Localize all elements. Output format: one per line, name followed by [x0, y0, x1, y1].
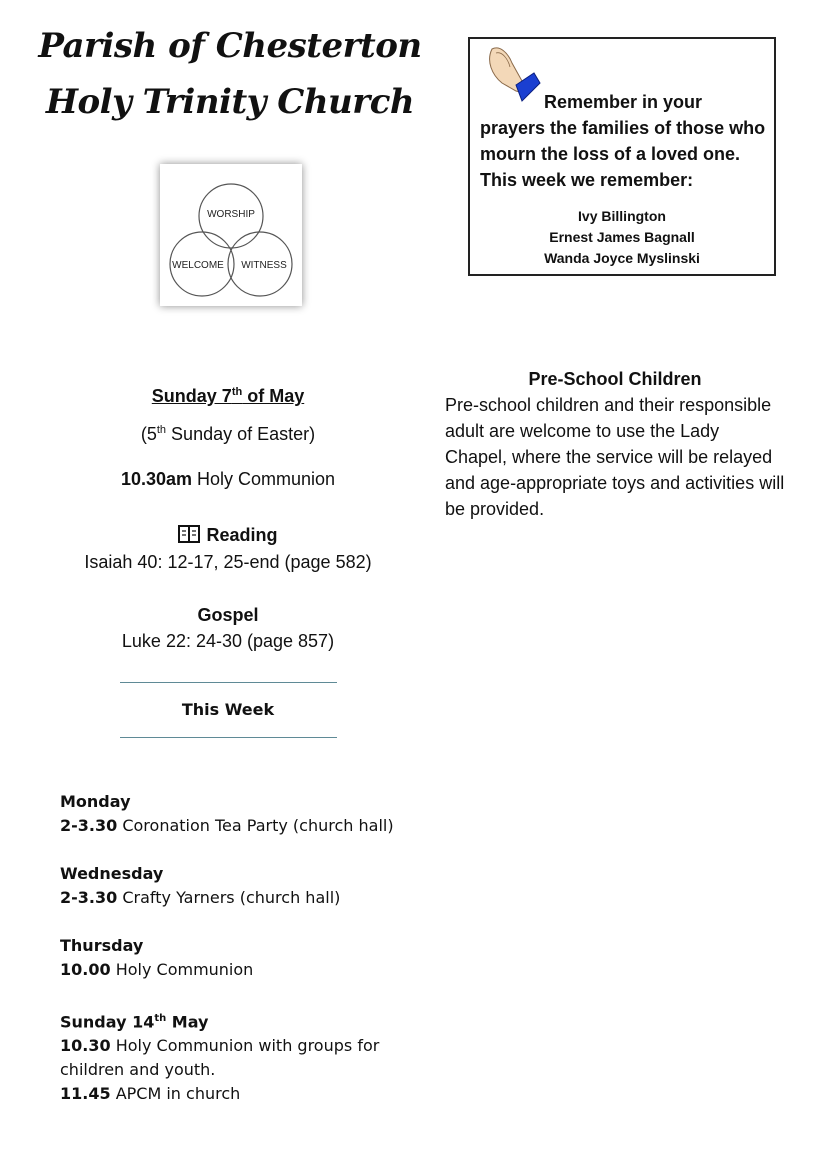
reading-heading: Reading	[40, 525, 416, 546]
schedule-sunday	[60, 1007, 390, 1106]
logo-worship-label: WORSHIP	[207, 209, 255, 220]
book-icon	[178, 525, 200, 543]
church-logo	[160, 164, 302, 306]
schedule-entry: 2-3.30 Coronation Tea Party (church hall)	[60, 816, 394, 835]
service-name: Holy Communion	[192, 469, 336, 489]
parish-title: Parish of Chesterton	[38, 26, 422, 66]
schedule-wednesday	[60, 862, 440, 910]
schedule-day: Sunday 14th May	[60, 1012, 209, 1032]
this-week-heading: This Week	[181, 700, 275, 719]
service-time	[40, 469, 416, 490]
gospel-heading: Gospel	[197, 605, 259, 625]
church-title: Holy Trinity Church	[45, 82, 415, 122]
memorial-box	[468, 37, 776, 276]
memorial-intro-rest: prayers the families of those who mourn the loss of a loved one. This week we remember:	[480, 118, 766, 190]
memorial-intro	[480, 89, 770, 193]
service-note: (5th Sunday of Easter)	[140, 424, 316, 444]
schedule-entry: 11.45 APCM in church	[60, 1084, 241, 1104]
schedule-day: Thursday	[60, 936, 144, 955]
schedule-monday	[60, 790, 440, 838]
schedule-entry: 10.00 Holy Communion	[60, 960, 254, 979]
preschool-heading: Pre-School Children	[528, 369, 702, 389]
service-date: Sunday 7th of May	[151, 386, 305, 406]
schedule-entry: 10.30 Holy Communion with groups for children and youth.	[60, 1036, 380, 1080]
preschool-notice	[445, 366, 785, 522]
memorial-name: Ivy Billington	[578, 208, 666, 224]
memorial-name: Wanda Joyce Myslinski	[544, 250, 700, 266]
gospel-text: Luke 22: 24-30 (page 857)	[121, 631, 335, 651]
schedule-day: Wednesday	[60, 864, 164, 883]
logo-witness-label: WITNESS	[241, 260, 287, 271]
service-time-value: 10.30am	[120, 469, 192, 489]
memorial-intro-first-line: Remember in your	[544, 92, 703, 112]
reading-text: Isaiah 40: 12-17, 25-end (page 582)	[84, 552, 372, 572]
divider-bottom	[120, 737, 337, 738]
logo-welcome-label: WELCOME	[172, 260, 224, 271]
divider-top	[120, 682, 337, 683]
schedule-day: Monday	[60, 792, 131, 811]
schedule-thursday	[60, 934, 440, 982]
memorial-name: Ernest James Bagnall	[549, 229, 695, 245]
schedule-entry: 2-3.30 Crafty Yarners (church hall)	[60, 888, 341, 907]
memorial-names	[470, 206, 774, 269]
preschool-body: Pre-school children and their responsible adult are welcome to use the Lady Chapel, where the service will be relayed and age-appropriate toys and activities will be provided.	[445, 395, 785, 519]
